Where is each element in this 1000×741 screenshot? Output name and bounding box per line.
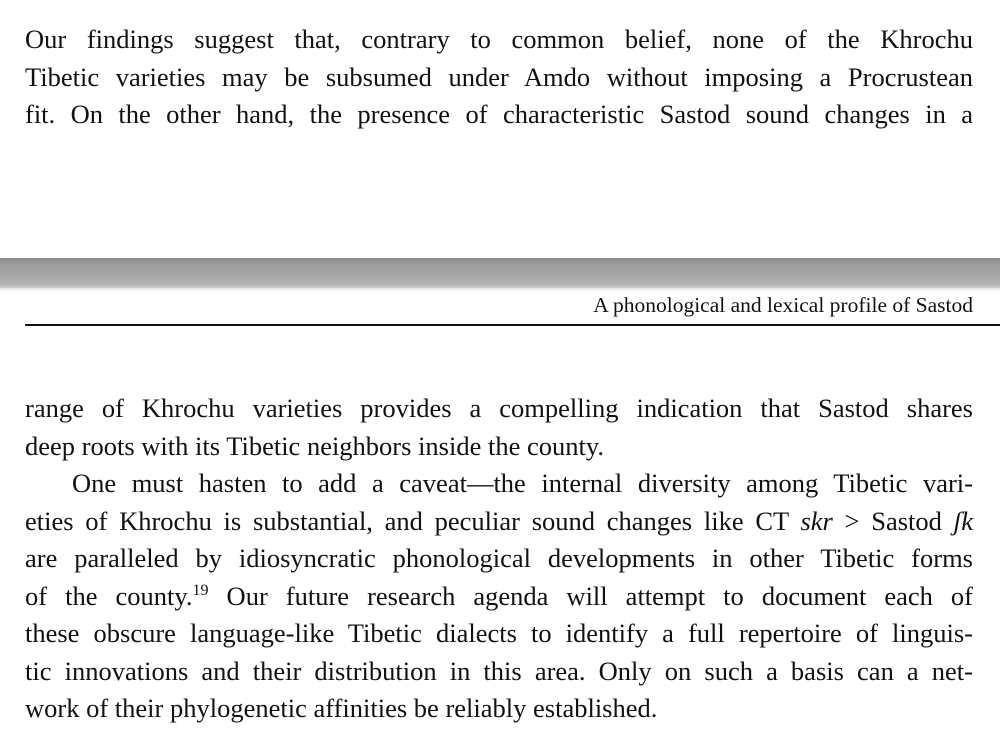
text-run: eties of Khrochu is substantial, and peculiar sound changes like CT bbox=[25, 505, 801, 536]
text-line bbox=[25, 503, 973, 541]
text-line: work of their phylogenetic affinities be reliably established. bbox=[25, 693, 658, 723]
text-line: fit. On the other hand, the presence of characteristic Sastod sound changes in a bbox=[25, 99, 973, 129]
text-line bbox=[25, 578, 973, 616]
text-line: Tibetic varieties may be subsumed under Amdo without imposing a Procrustean bbox=[25, 61, 973, 92]
text-line: One must hasten to add a caveat—the internal diversity among Tibetic vari- bbox=[72, 468, 973, 498]
text-line: are paralleled by idiosyncratic phonological developments in other Tibetic forms bbox=[25, 543, 973, 573]
text-line: range of Khrochu varieties provides a compelling indication that Sastod shares bbox=[25, 393, 973, 423]
footnote-reference[interactable]: 19 bbox=[192, 581, 209, 599]
text-line: Our findings suggest that, contrary to common belief, none of the Khrochu bbox=[25, 24, 973, 54]
page-bottom-body bbox=[25, 390, 973, 728]
text-run: > Sastod bbox=[832, 505, 954, 536]
italic-term: ʃk bbox=[953, 505, 974, 536]
text-line: deep roots with its Tibetic neighbors inside the county. bbox=[25, 430, 605, 461]
text-line: tic innovations and their distribution in this area. Only on such a basis can a net- bbox=[25, 655, 973, 686]
page-separator bbox=[0, 258, 1000, 288]
header-rule bbox=[25, 324, 1000, 326]
italic-term: skr bbox=[800, 505, 833, 536]
text-run: Our future research agenda will attempt to document each of bbox=[208, 580, 973, 611]
text-run: of the county. bbox=[25, 580, 193, 611]
running-header: A phonological and lexical profile of Sastod bbox=[593, 293, 973, 317]
text-line: these obscure language-like Tibetic dialects to identify a full repertoire of linguis- bbox=[25, 618, 973, 648]
page-top-paragraph bbox=[25, 21, 973, 134]
